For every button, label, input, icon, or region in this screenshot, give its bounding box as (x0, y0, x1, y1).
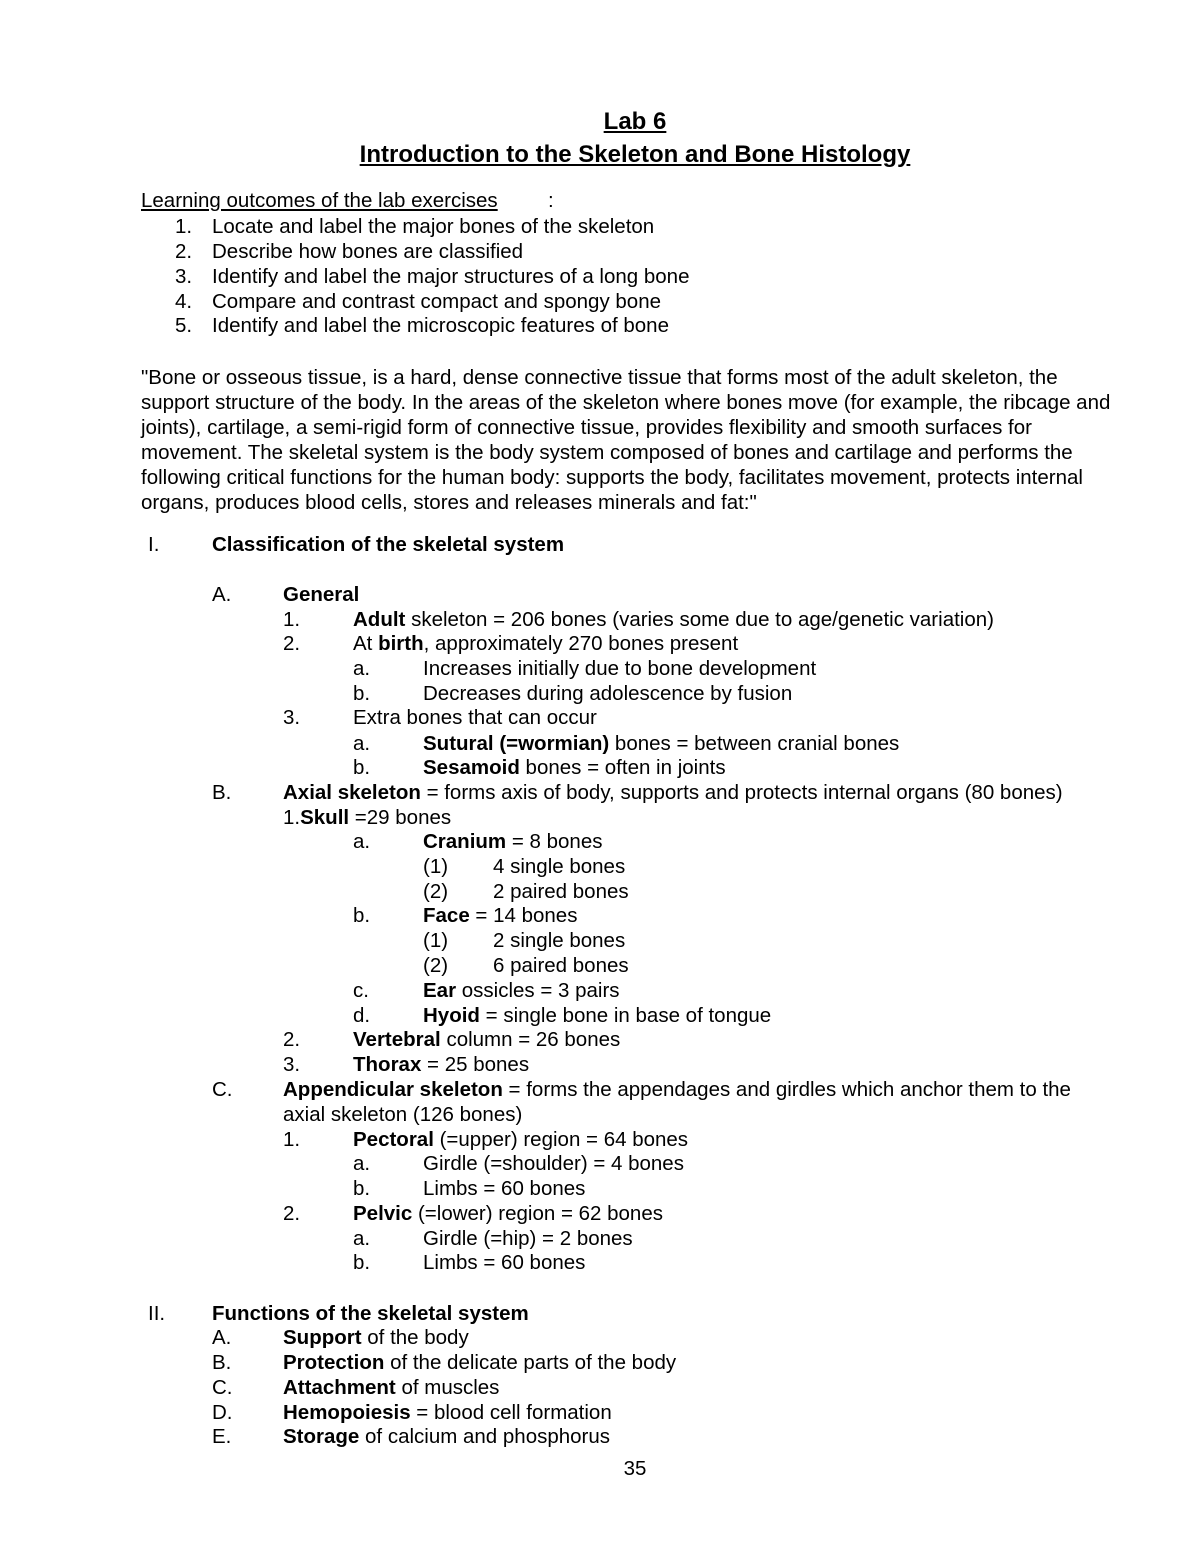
outline-letter: b. (353, 904, 371, 927)
outline-text: Decreases during adolescence by fusion (423, 682, 793, 705)
section-1-heading: Classification of the skeletal system (212, 533, 565, 556)
vertebral-line: Vertebral column = 26 bones (353, 1028, 621, 1051)
outline-label-A: A. (212, 583, 232, 606)
outline-num: 2. (283, 1202, 301, 1225)
sesamoid-line: Sesamoid bones = often in joints (423, 756, 726, 779)
general-heading: General (283, 583, 360, 606)
outline-text: Limbs = 60 bones (423, 1251, 586, 1274)
outline-num: 1. (283, 1128, 301, 1151)
axial-skeleton-line: Axial skeleton = forms axis of body, supports and protects internal organs (80 bones) (283, 781, 1063, 804)
birth-line: At birth, approximately 270 bones present (353, 632, 739, 655)
outline-label-C: C. (212, 1078, 233, 1101)
outline-num: 3. (283, 706, 301, 729)
outline-text: 2 paired bones (493, 880, 629, 903)
function-item: Storage of calcium and phosphorus (283, 1425, 611, 1448)
outline-num: 2. (283, 1028, 301, 1051)
outline-label: A. (212, 1326, 232, 1349)
outline-text: 2 single bones (493, 929, 626, 952)
outline-sub: (1) (423, 929, 449, 952)
outline-text: Increases initially due to bone development (423, 657, 817, 680)
outline-letter: a. (353, 732, 371, 755)
thorax-line: Thorax = 25 bones (353, 1053, 530, 1076)
page-title: Introduction to the Skeleton and Bone Histology (359, 141, 911, 168)
outline-sub: (2) (423, 954, 449, 977)
outline-sub: (2) (423, 880, 449, 903)
outline-num: 2. (283, 632, 301, 655)
lab-number: Lab 6 (603, 108, 667, 135)
intro-paragraph: "Bone or osseous tissue, is a hard, dense connective tissue that forms most of the adult skeleton, the support structure of the body. In the areas of the skeleton where bones move (for example, the ribcage and joints), cartilage, a semi-rigid form of connective tissue, provides flexibility and smooth surfaces for movement. The skeletal system is the body system composed of bones and cartilage and performs the following critical functions for the human body: supports the body, facilitates movement, protects internal organs, produces blood cells, stores and releases minerals and fat:" (141, 366, 1111, 514)
outline-letter: a. (353, 1227, 371, 1250)
section-1-number: I. (148, 533, 160, 556)
pectoral-line: Pectoral (=upper) region = 64 bones (353, 1128, 689, 1151)
outcomes-colon: : (548, 189, 554, 212)
sutural-line: Sutural (=wormian) bones = between cranial bones (423, 732, 900, 755)
hyoid-line: Hyoid = single bone in base of tongue (423, 1004, 772, 1027)
function-item: Protection of the delicate parts of the body (283, 1351, 677, 1374)
outline-num: 3. (283, 1053, 301, 1076)
outline-text: Girdle (=shoulder) = 4 bones (423, 1152, 684, 1175)
outline-text: 6 paired bones (493, 954, 629, 977)
outline-num: 1. (283, 608, 301, 631)
outline-text: Limbs = 60 bones (423, 1177, 586, 1200)
ear-line: Ear ossicles = 3 pairs (423, 979, 620, 1002)
outline-letter: a. (353, 830, 371, 853)
outline-letter: b. (353, 1177, 371, 1200)
outline-label: C. (212, 1376, 233, 1399)
outline-letter: a. (353, 1152, 371, 1175)
outline-label: B. (212, 1351, 232, 1374)
outcomes-heading: Learning outcomes of the lab exercises (141, 189, 498, 212)
appendicular-line-cont: axial skeleton (126 bones) (283, 1103, 523, 1126)
section-2-heading: Functions of the skeletal system (212, 1302, 529, 1325)
outline-text: 4 single bones (493, 855, 626, 878)
outline-letter: b. (353, 1251, 371, 1274)
cranium-line: Cranium = 8 bones (423, 830, 603, 853)
skull-line: 1.Skull =29 bones (283, 806, 452, 829)
page-number: 35 (623, 1457, 647, 1480)
outline-letter: d. (353, 1004, 371, 1027)
outline-letter: b. (353, 682, 371, 705)
outline-label: D. (212, 1401, 233, 1424)
outline-sub: (1) (423, 855, 449, 878)
outline-label-B: B. (212, 781, 232, 804)
function-item: Attachment of muscles (283, 1376, 500, 1399)
function-item: Support of the body (283, 1326, 469, 1349)
function-item: Hemopoiesis = blood cell formation (283, 1401, 612, 1424)
section-2-number: II. (148, 1302, 166, 1325)
outline-letter: a. (353, 657, 371, 680)
outline-text: Extra bones that can occur (353, 706, 597, 729)
adult-skeleton-line: Adult skeleton = 206 bones (varies some due to age/genetic variation) (353, 608, 994, 631)
pelvic-line: Pelvic (=lower) region = 62 bones (353, 1202, 663, 1225)
outline-label: E. (212, 1425, 232, 1448)
outline-letter: c. (353, 979, 369, 1002)
face-line: Face = 14 bones (423, 904, 578, 927)
appendicular-line: Appendicular skeleton = forms the appendages and girdles which anchor them to the (283, 1078, 1071, 1101)
outline-letter: b. (353, 756, 371, 779)
outline-text: Girdle (=hip) = 2 bones (423, 1227, 633, 1250)
